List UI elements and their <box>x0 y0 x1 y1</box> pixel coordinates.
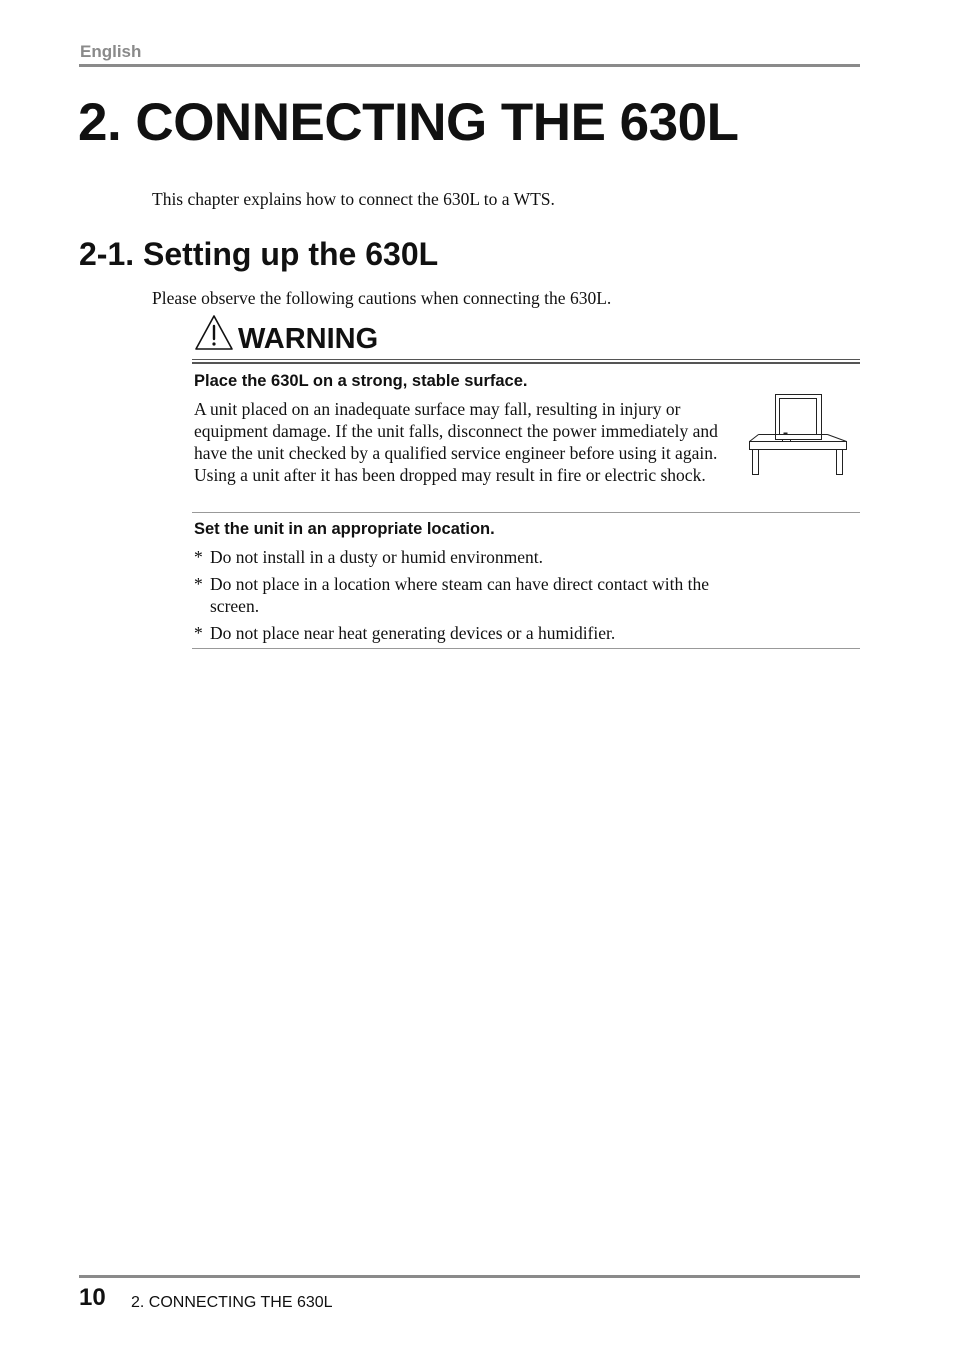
warning-item-heading: Place the 630L on a strong, stable surface. <box>194 372 528 390</box>
section-title: 2-1. Setting up the 630L <box>79 236 439 272</box>
warning-rule <box>192 359 860 360</box>
section-intro: Please observe the following cautions when connecting the 630L. <box>152 288 612 308</box>
monitor-on-table-illustration <box>746 392 850 478</box>
bullet-mark: * <box>194 623 203 643</box>
item-divider <box>192 512 860 513</box>
bullet-mark: * <box>194 547 203 567</box>
warning-item-heading: Set the unit in an appropriate location. <box>194 520 495 538</box>
warning-label: WARNING <box>238 323 379 355</box>
warning-item-body: A unit placed on an inadequate surface may fall, resulting in injury or equipment damage. If the unit falls, disconnect the power immediately and have the unit checked by a qualified service engineer before using it again. Using a unit after it has been dropped may result in fire or electric shock. <box>194 399 718 485</box>
page-number: 10 <box>79 1284 106 1311</box>
list-item <box>194 546 734 568</box>
list-item-text: Do not install in a dusty or humid environment. <box>210 547 543 567</box>
list-item <box>194 622 734 644</box>
item-divider <box>192 648 860 649</box>
list-item-text: Do not place in a location where steam can have direct contact with the screen. <box>210 574 710 616</box>
list-item <box>194 573 734 617</box>
header-language: English <box>80 42 142 61</box>
chapter-intro: This chapter explains how to connect the 630L to a WTS. <box>152 189 555 209</box>
warning-rule <box>192 362 860 364</box>
warning-triangle-icon <box>194 314 234 352</box>
list-item-text: Do not place near heat generating devices or a humidifier. <box>210 623 616 643</box>
chapter-title: 2. CONNECTING THE 630L <box>78 93 739 152</box>
caution-list <box>194 546 734 649</box>
footer-rule <box>79 1275 860 1278</box>
footer-chapter-title: 2. CONNECTING THE 630L <box>131 1294 333 1311</box>
bullet-mark: * <box>194 574 203 594</box>
header-rule <box>79 64 860 67</box>
